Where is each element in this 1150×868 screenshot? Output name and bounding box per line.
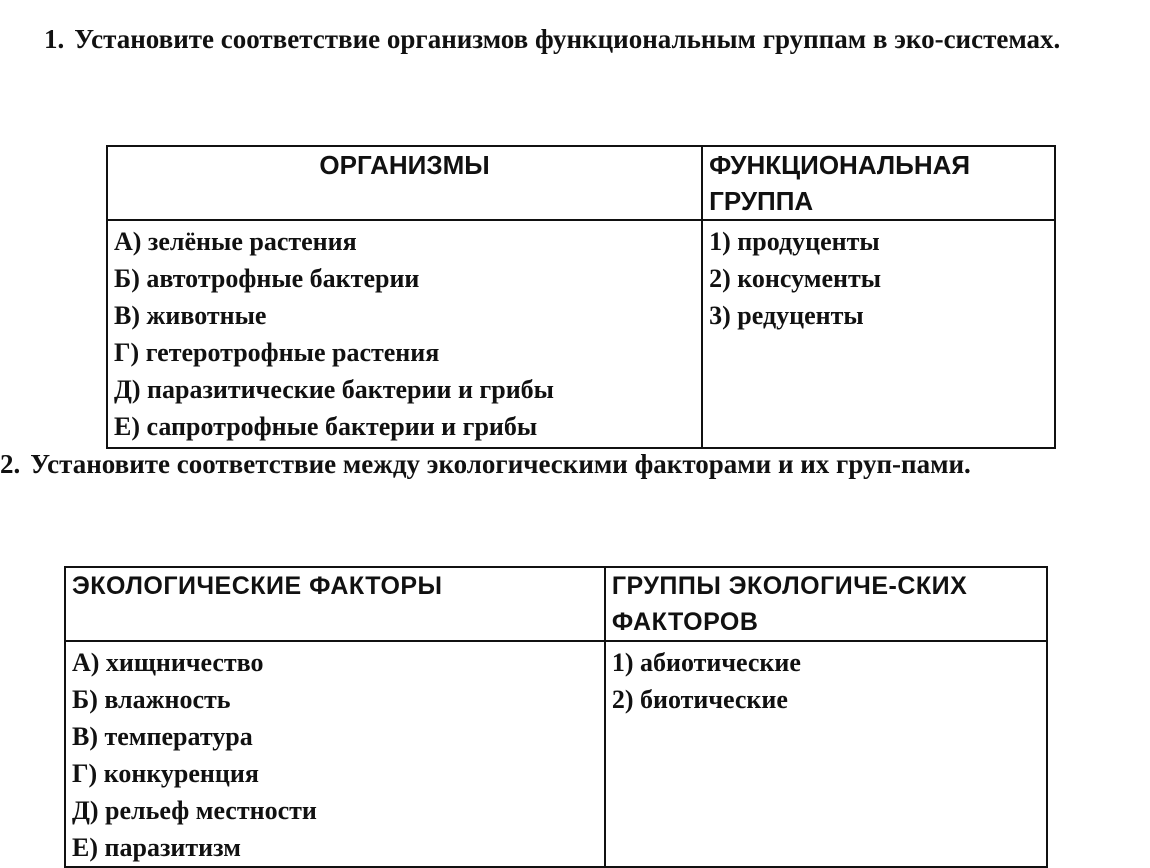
list-item: 2) биотические: [611, 685, 788, 714]
question-2: [0, 445, 1130, 483]
question-2-number: 2.: [0, 449, 21, 479]
table-1-header-organisms: ОРГАНИЗМЫ: [107, 146, 702, 220]
table-2-groups-cell: [605, 641, 1047, 867]
table-2-factors-cell: [65, 641, 605, 867]
list-item: 3) редуценты: [709, 301, 864, 330]
table-1-header-functional-group: ФУНКЦИОНАЛЬНАЯ ГРУППА: [702, 146, 1055, 220]
list-item: Г) конкуренция: [72, 759, 259, 788]
table-2-header-factors: ЭКОЛОГИЧЕСКИЕ ФАКТОРЫ: [65, 567, 605, 641]
list-item: Е) паразитизм: [72, 833, 241, 862]
question-1-number: 1.: [44, 24, 65, 54]
list-item: Д) паразитические бактерии и грибы: [114, 375, 554, 404]
question-1: [44, 20, 1124, 58]
matching-table-1: [106, 145, 1056, 449]
list-item: В) животные: [114, 301, 267, 330]
list-item: А) зелёные растения: [114, 227, 357, 256]
matching-table-2: [64, 566, 1048, 868]
question-1-text: Установите соответствие организмов функциональным группам в эко-системах.: [74, 24, 1061, 54]
list-item: Б) влажность: [72, 685, 231, 714]
table-1-groups-cell: [702, 220, 1055, 448]
list-item: Г) гетеротрофные растения: [114, 338, 440, 367]
question-2-text: Установите соответствие между экологическими факторами и их груп-пами.: [30, 449, 971, 479]
list-item: 1) продуценты: [709, 227, 880, 256]
list-item: 1) абиотические: [611, 648, 801, 677]
list-item: Д) рельеф местности: [72, 796, 317, 825]
list-item: 2) консументы: [709, 264, 882, 293]
table-1-organisms-cell: [107, 220, 702, 448]
list-item: А) хищничество: [72, 648, 264, 677]
table-2-header-factor-groups: ГРУППЫ ЭКОЛОГИЧЕ-СКИХ ФАКТОРОВ: [605, 567, 1047, 641]
list-item: В) температура: [72, 722, 253, 751]
list-item: Е) сапротрофные бактерии и грибы: [114, 412, 538, 441]
list-item: Б) автотрофные бактерии: [114, 264, 420, 293]
